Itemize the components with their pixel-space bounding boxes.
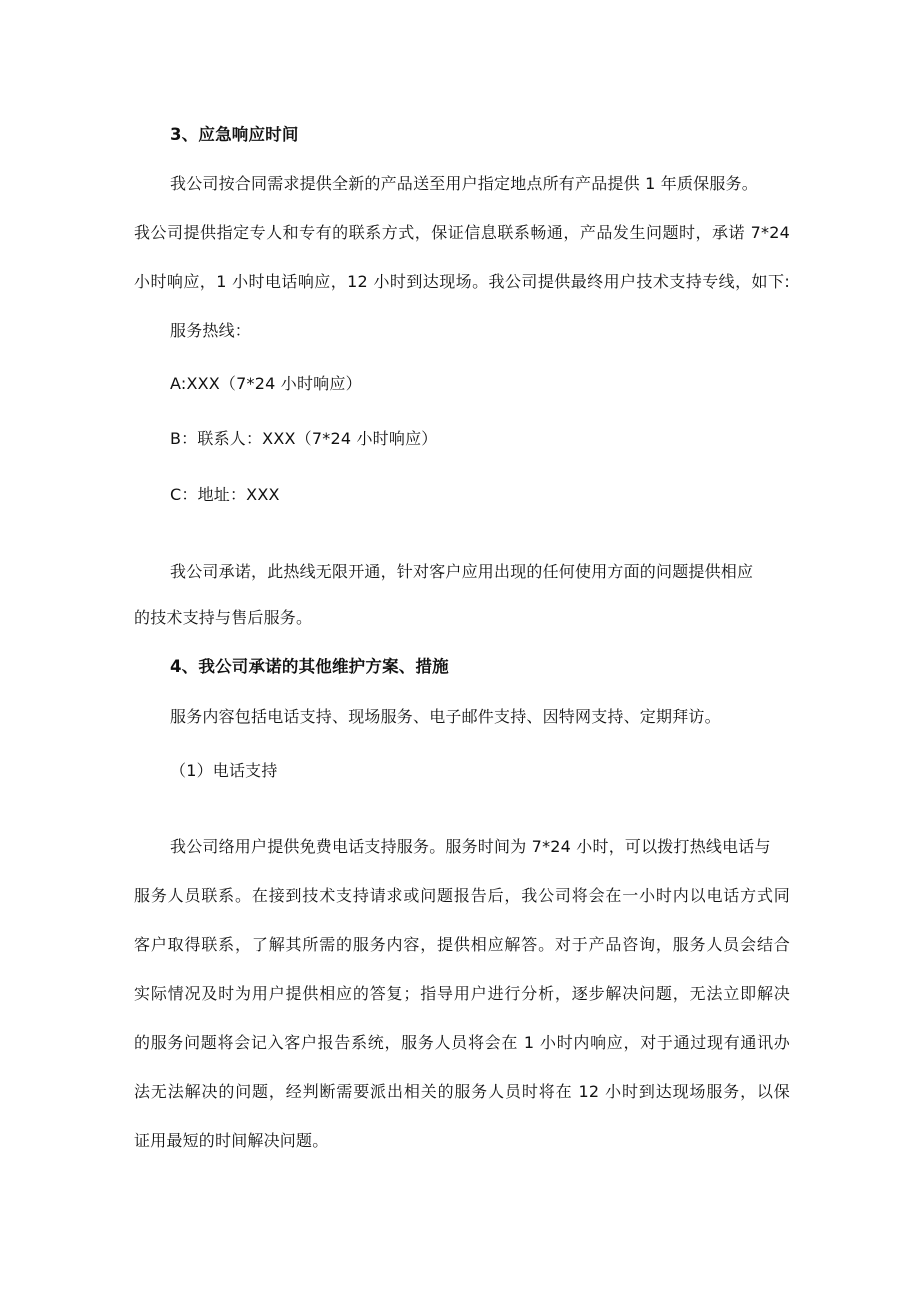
section3-paragraph1-line3: 小时响应，1 小时电话响应，12 小时到达现场。我公司提供最终用户技术支持专线，如下: <box>134 272 790 291</box>
section4-paragraph-line6: 法无法解决的问题，经判断需要派出相关的服务人员时将在 12 小时到达现场服务，以保 <box>134 1082 790 1101</box>
hotline-item-c: C：地址：XXX <box>170 485 280 504</box>
section3-paragraph1-line1: 我公司按合同需求提供全新的产品送至用户指定地点所有产品提供 1 年质保服务。 <box>170 174 758 193</box>
hotline-label: 服务热线： <box>170 321 252 340</box>
section3-paragraph2-line1: 我公司承诺，此热线无限开通，针对客户应用出现的任何使用方面的问题提供相应 <box>170 562 754 581</box>
section3-paragraph2-line2: 的技术支持与售后服务。 <box>134 608 313 627</box>
hotline-item-a: A:XXX（7*24 小时响应） <box>170 374 362 393</box>
section4-paragraph-line7: 证用最短的时间解决问题。 <box>134 1131 329 1150</box>
section4-paragraph-line5: 的服务问题将会记入客户报告系统，服务人员将会在 1 小时内响应，对于通过现有通讯办 <box>134 1033 790 1052</box>
section4-heading: 4、我公司承诺的其他维护方案、措施 <box>170 657 449 676</box>
section3-paragraph1-line2: 我公司提供指定专人和专有的联系方式，保证信息联系畅通，产品发生问题时，承诺 7*24 <box>134 223 790 242</box>
section4-intro: 服务内容包括电话支持、现场服务、电子邮件支持、因特网支持、定期拜访。 <box>170 707 721 726</box>
section4-paragraph-line3: 客户取得联系，了解其所需的服务内容，提供相应解答。对于产品咨询，服务人员会结合 <box>134 935 790 954</box>
section4-paragraph-line4: 实际情况及时为用户提供相应的答复；指导用户进行分析，逐步解决问题，无法立即解决 <box>134 984 790 1003</box>
section4-paragraph-line1: 我公司络用户提供免费电话支持服务。服务时间为 7*24 小时，可以拨打热线电话与 <box>170 837 771 856</box>
hotline-item-b: B：联系人：XXX（7*24 小时响应） <box>170 429 438 448</box>
section3-heading: 3、应急响应时间 <box>170 125 299 144</box>
section4-subheading-phone-support: （1）电话支持 <box>170 761 278 780</box>
section4-paragraph-line2: 服务人员联系。在接到技术支持请求或问题报告后，我公司将会在一小时内以电话方式同 <box>134 886 790 905</box>
